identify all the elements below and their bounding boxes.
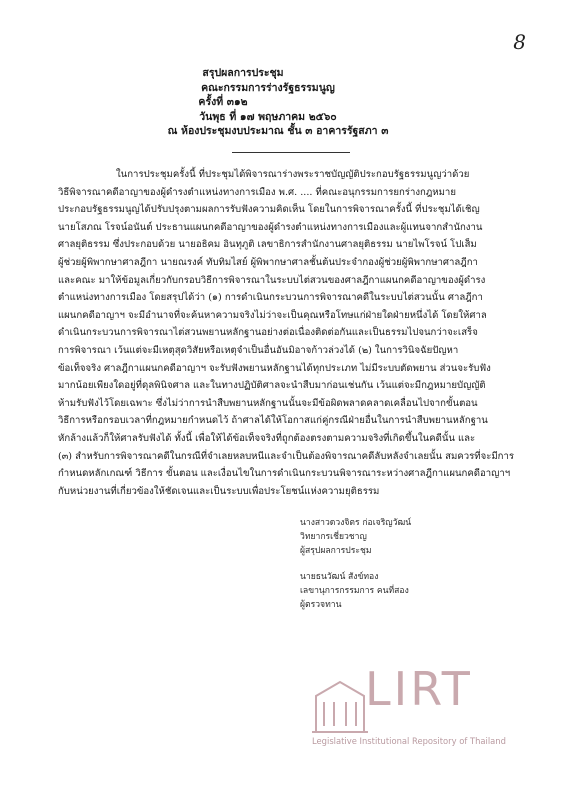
body-line: กำหนดหลักเกณฑ์ วิธีการ ขั้นตอน และเงื่อนไขในการดำเนินกระบวนพิจารณาระหว่างศาลฎีกาแผนกคดีอาญาฯ	[58, 468, 511, 480]
body-line: วิธีการหรือกรอบเวลาที่กฎหมายกำหนดไว้ ถ้าศาลได้ให้โอกาสแก่คู่กรณีฝ่ายอื่นในการนำสืบพยานหลักฐาน	[58, 415, 488, 427]
body-line: และคณะ มาให้ข้อมูลเกี่ยวกับกรอบวิธีการพิจารณาในระบบไต่สวนของศาลฎีกาแผนกคดีอาญาของผู้ดำรง	[58, 274, 486, 286]
header-line-2: คณะกรรมการร่างรัฐธรรมนูญ	[201, 81, 335, 94]
body-line: ดำเนินกระบวนการพิจารณาไต่สวนพยานหลักฐานอย่างต่อเนื่องติดต่อกันและเป็นธรรมไปจนกว่าจะเสร็จ	[58, 327, 478, 339]
body-line: ในการประชุมครั้งนี้ ที่ประชุมได้พิจารณาร่างพระราชบัญญัติประกอบรัฐธรรมนูญว่าด้วย	[116, 169, 470, 180]
body-line: ผู้ช่วยผู้พิพากษาศาลฎีกา นายณรงค์ ทับทิมไสย์ ผู้พิพากษาศาลชั้นต้นประจำกองผู้ช่วยผู้พิพากษาศาลฎีกา	[58, 256, 478, 268]
body-line: แผนกคดีอาญาฯ จะมีอำนาจที่จะค้นหาความจริงไม่ว่าจะเป็นคุณหรือโทษแก่ฝ่ายใดฝ่ายหนึ่งได้ โดยให้ศาล	[58, 309, 487, 321]
header-line-5: ณ ห้องประชุมงบประมาณ ชั้น ๓ อาคารรัฐสภา ๓	[167, 125, 389, 137]
body-line: กับหน่วยงานที่เกี่ยวข้องให้ชัดเจนและเป็นระบบเพื่อประโยชน์แห่งความยุติธรรม	[58, 485, 380, 497]
body-line: ห้ามรับฟังไว้โดยเฉพาะ ซึ่งไม่ว่าการนำสืบพยานหลักฐานนั้นจะมีข้อผิดพลาดคลาดเคลื่อนไปจากขั้นตอน	[58, 397, 478, 409]
body-line: ข้อเท็จจริง ศาลฎีกาแผนกคดีอาญาฯ จะรับฟังพยานหลักฐานได้ทุกประเภท ไม่มีระบบตัดพยาน ส่วนจะรับฟัง	[58, 362, 491, 374]
document-header	[0, 66, 566, 139]
header-line-1: สรุปผลการประชุม	[202, 67, 284, 79]
body-line: นายโสภณ โรจน์อนันต์ ประธานแผนกคดีอาญาของผู้ดำรงตำแหน่งทางการเมืองและผู้แทนจากสำนักงาน	[58, 221, 483, 233]
header-divider	[232, 152, 350, 153]
header-line-4: วันพุธ ที่ ๑๗ พฤษภาคม ๒๕๖๐	[199, 110, 337, 123]
signer-title: เลขานุการกรรมการ คนที่สอง	[300, 586, 409, 596]
body-line: หักล้างแล้วก็ให้ศาลรับฟังได้ ทั้งนี้ เพื่อให้ได้ข้อเท็จจริงที่ถูกต้องตรงตามความจริงที่เกิดขึ้นในคดีนั้น และ	[58, 432, 476, 444]
body-line: ตำแหน่งทางการเมือง โดยสรุปได้ว่า (๑) การดำเนินกระบวนการพิจารณาคดีในระบบไต่สวนนั้น ศาลฎีกา	[58, 292, 483, 304]
body-line: มากน้อยเพียงใดอยู่ที่ดุลพินิจศาล และในทางปฏิบัติศาลจะนำสืบมาก่อนเช่นกัน เว้นแต่จะมีกฎหมายบัญญัติ	[58, 380, 486, 392]
body-line: วิธีพิจารณาคดีอาญาของผู้ดำรงตำแหน่งทางการเมือง พ.ศ. .... ที่คณะอนุกรรมการยกร่างกฎหมาย	[58, 186, 456, 198]
page-number: 8	[513, 30, 526, 54]
body-line: การพิจารณา เว้นแต่จะมีเหตุสุดวิสัยหรือเหตุจำเป็นอื่นอันมิอาจก้าวล่วงได้ (๒) ในการวินิจฉัยปัญหา	[58, 344, 459, 356]
watermark-subtitle: Legislative Institutional Repository of Thailand	[312, 736, 506, 746]
signer-title: วิทยากรเชี่ยวชาญ	[300, 532, 367, 542]
signer-name: นายธนวัฒน์ สังข์ทอง	[300, 572, 379, 582]
watermark-title: LIRT	[365, 662, 473, 716]
signer-role: ผู้ตรวจทาน	[300, 600, 342, 610]
body-paragraph	[58, 166, 516, 500]
signer-role: ผู้สรุปผลการประชุม	[300, 546, 372, 556]
signer-name: นางสาวดวงจิตร ก่อเจริญวัฒน์	[300, 518, 412, 528]
signature-block-summarizer	[300, 516, 411, 558]
body-line: ศาลยุติธรรม ซึ่งประกอบด้วย นายอธิคม อินทุภูติ เลขาธิการสำนักงานศาลยุติธรรม นายไพโรจน์ โปเส็ม	[58, 239, 477, 251]
body-line: (๓) สำหรับการพิจารณาคดีในกรณีที่จำเลยหลบหนีและจำเป็นต้องพิจารณาคดีลับหลังจำเลยนั้น สมควรที่จะมีการ	[58, 450, 515, 462]
body-line: ประกอบรัฐธรรมนูญได้ปรับปรุงตามผลการรับฟังความคิดเห็น โดยในการพิจารณาครั้งนี้ ที่ประชุมได้เชิญ	[58, 204, 480, 216]
header-line-3: ครั้งที่ ๓๑๒	[198, 96, 248, 108]
signature-block-reviewer	[300, 570, 409, 612]
